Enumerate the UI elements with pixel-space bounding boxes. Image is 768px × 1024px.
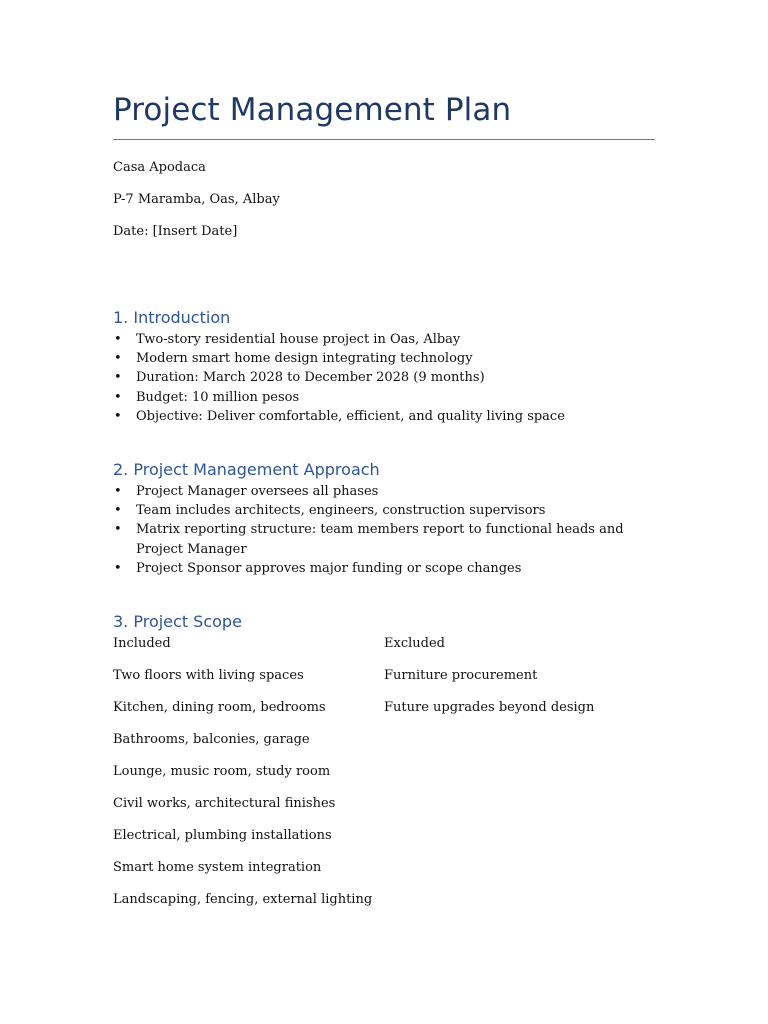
- bullet-icon: •: [114, 522, 122, 538]
- list-item-text: Budget: 10 million pesos: [136, 389, 300, 405]
- section-heading-approach: 2. Project Management Approach: [113, 460, 380, 479]
- list-item-text: Matrix reporting structure: team members report to functional heads and Project Manager: [136, 522, 624, 557]
- bullet-icon: •: [114, 503, 122, 519]
- bullet-icon: •: [114, 408, 122, 424]
- table-row: [113, 828, 655, 860]
- section-heading-introduction: 1. Introduction: [113, 308, 231, 327]
- included-item: Kitchen, dining room, bedrooms: [113, 700, 326, 715]
- list-item: [113, 559, 633, 578]
- page-title: Project Management Plan: [113, 92, 512, 128]
- list-item-text: Modern smart home design integrating technology: [136, 351, 473, 367]
- included-item: Electrical, plumbing installations: [113, 828, 332, 843]
- bullet-icon: •: [114, 351, 122, 367]
- bullet-icon: •: [114, 389, 122, 405]
- list-item: [113, 388, 633, 407]
- list-item: [113, 330, 633, 349]
- project-name: Casa Apodaca: [113, 160, 206, 175]
- included-item: Landscaping, fencing, external lighting: [113, 892, 373, 907]
- project-location: P-7 Maramba, Oas, Albay: [113, 192, 280, 207]
- list-item: [113, 501, 633, 520]
- bullet-icon: •: [114, 370, 122, 386]
- title-divider: [113, 139, 655, 140]
- scope-header-row: [113, 636, 655, 668]
- included-item: Smart home system integration: [113, 860, 322, 875]
- list-item-text: Objective: Deliver comfortable, efficient, and quality living space: [136, 408, 565, 424]
- excluded-item: Furniture procurement: [384, 668, 538, 683]
- included-header: Included: [113, 636, 171, 651]
- table-row: [113, 764, 655, 796]
- included-item: Two floors with living spaces: [113, 668, 304, 683]
- table-row: [113, 668, 655, 700]
- introduction-list: [113, 330, 633, 426]
- list-item-text: Team includes architects, engineers, construction supervisors: [136, 503, 546, 519]
- excluded-item: Future upgrades beyond design: [384, 700, 595, 715]
- bullet-icon: •: [114, 560, 122, 576]
- table-row: [113, 732, 655, 764]
- bullet-icon: •: [114, 332, 122, 347]
- scope-table: [113, 636, 655, 924]
- list-item-text: Project Sponsor approves major funding or scope changes: [136, 560, 522, 576]
- included-item: Lounge, music room, study room: [113, 764, 331, 779]
- list-item: [113, 482, 633, 501]
- table-row: [113, 860, 655, 892]
- bullet-icon: •: [114, 484, 122, 499]
- excluded-header: Excluded: [384, 636, 445, 651]
- approach-list: [113, 482, 633, 578]
- list-item-text: Duration: March 2028 to December 2028 (9 months): [136, 370, 485, 386]
- included-item: Civil works, architectural finishes: [113, 796, 336, 811]
- list-item-text: Project Manager oversees all phases: [136, 484, 379, 499]
- list-item: [113, 520, 633, 558]
- list-item: [113, 368, 633, 387]
- list-item: [113, 349, 633, 368]
- table-row: [113, 700, 655, 732]
- list-item-text: Two-story residential house project in Oas, Albay: [136, 332, 461, 347]
- table-row: [113, 892, 655, 924]
- list-item: [113, 407, 633, 426]
- table-row: [113, 796, 655, 828]
- section-heading-scope: 3. Project Scope: [113, 612, 242, 631]
- project-date: Date: [Insert Date]: [113, 224, 238, 239]
- included-item: Bathrooms, balconies, garage: [113, 732, 310, 747]
